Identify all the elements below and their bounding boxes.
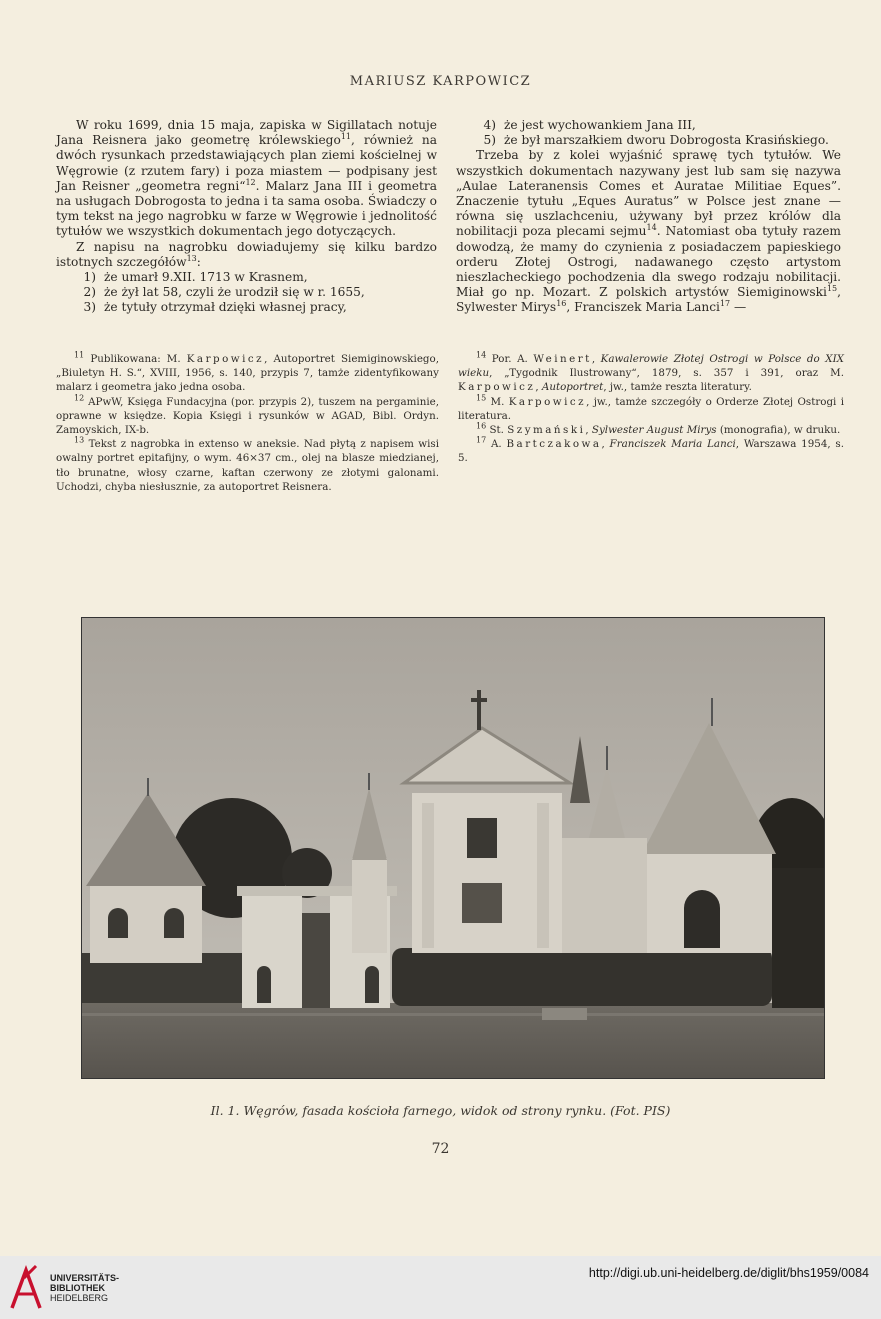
list-item: 5) że był marszałkiem dworu Dobrogosta Krasińskiego.	[483, 133, 829, 148]
footnote-11: $^{11}$ Publikowana: M. Karpowicz, Autoportret Siemiginowskiego, „Biuletyn H. S.“, XVIII, 1956, s. 140, przypis 7, tamże zidentyfikowany malarz i geometra jako jedna osoba.	[56, 350, 439, 394]
figure-caption: Il. 1. Węgrów, fasada kościoła farnego, widok od strony rynku. (Fot. PIS)	[210, 1103, 671, 1118]
university-library-logo-icon	[10, 1264, 42, 1310]
footnote-16: $^{16}$ St. Szymański, Sylwester August Mirys (monografia), w druku.	[476, 421, 841, 437]
footnote-14: $^{14}$ Por. A. Weinert, Kawalerowie Złotej Ostrogi w Polsce do XIX wieku, „Tygodnik Ilustrowany“, 1879, s. 357 i 391, oraz M. Karpowicz, Autoportret, jw., tamże reszta literatury.	[458, 350, 845, 394]
document-url-link[interactable]: http://digi.ub.uni-heidelberg.de/diglit/bhs1959/0084	[588, 1266, 869, 1280]
library-footer-bar	[0, 1256, 881, 1319]
left-text-column	[56, 118, 437, 316]
footnote-13: $^{13}$ Tekst z nagrobka in extenso w aneksie. Nad płytą z napisem wisi owalny portret epitafijny, o wym. 46×37 cm., olej na blasze miedzianej, tło brunatne, włosy czarne, kaftan czerwony ze złotymi galonami. Uchodzi, chyba niesłusznie, za autoportret Reisnera.	[56, 435, 439, 493]
library-name: UNIVERSITÄTS- BIBLIOTHEK HEIDELBERG	[50, 1273, 120, 1303]
church-facade-photo	[81, 617, 825, 1079]
running-head: MARIUSZ KARPOWICZ	[349, 74, 532, 89]
footnote-17: $^{17}$ A. Bartczakowa, Franciszek Maria Lanci, Warszawa 1954, s. 5.	[458, 435, 844, 465]
list-item: 2) że żył lat 58, czyli że urodził się w r. 1655,	[83, 285, 365, 300]
list-item: 1) że umarł 9.XII. 1713 w Krasnem,	[83, 270, 308, 285]
page-number: 72	[431, 1141, 450, 1157]
church-facade-illustration	[82, 618, 825, 1079]
footnote-12: $^{12}$ APwW, Księga Fundacyjna (por. przypis 2), tuszem na pergaminie, oprawne w księdze. Kopia Księgi i rysunków w AGAD, Bibl. Ordyn. Zamoyskich, IX-b.	[56, 393, 439, 437]
list-item: 4) że jest wychowankiem Jana III,	[483, 118, 696, 132]
left-paragraph-1: W roku 1699, dnia 15 maja, zapiska w Sigillatach notuje Jana Reisnera jako geometrę królewskiego$^{11}$, również na dwóch rysunkach przedstawiających plan ziemi kościelnej w Węgrowie (z rzutem fary) i poza miastem — podpisany jest Jan Reisner „geometra regni“$^{12}$. Malarz Jana III i geometra na usługach Dobrogosta to jedna i ta sama osoba. Świadczy o tym tekst na jego nagrobku w farze w Węgrowie i jednolitość tytułów we wszystkich dokumentach jego dotyczących.	[56, 118, 438, 239]
right-text-column	[456, 118, 841, 316]
footnotes-left	[56, 352, 439, 494]
left-paragraph-2: Z napisu na nagrobku dowiadujemy się kilku bardzo istotnych szczegółów$^{13}$:	[56, 239, 437, 269]
footnotes-right	[458, 352, 844, 466]
right-paragraph-1: Trzeba by z kolei wyjaśnić sprawę tych tytułów. We wszystkich dokumentach nazywany jest lub sam się nazywa „Aulae Lateranensis Comes et Auratae Militiae Eques”. Znaczenie tytułu „Eques Auratus” w Polsce jest znane — równa się uszlachceniu, używany był przez królów dla nobilitacji poza plecami sejmu$^{14}$. Natomiast oba tytuły razem dowodzą, że mamy do czynienia z posiadaczem papieskiego orderu Złotej Ostrogi, nadawanego często artystom nieszlacheckiego pochodzenia dla swego rodzaju nobilitacji. Miał go np. Mozart. Z polskich artystów Siemiginowski$^{15}$, Sylwester Mirys$^{16}$, Franciszek Maria Lanci$^{17}$ —	[456, 148, 841, 315]
list-item: 3) że tytuły otrzymał dzięki własnej pracy,	[83, 300, 347, 315]
footnote-15: $^{15}$ M. Karpowicz, jw., tamże szczegóły o Orderze Złotej Ostrogi i literatura.	[458, 393, 844, 422]
